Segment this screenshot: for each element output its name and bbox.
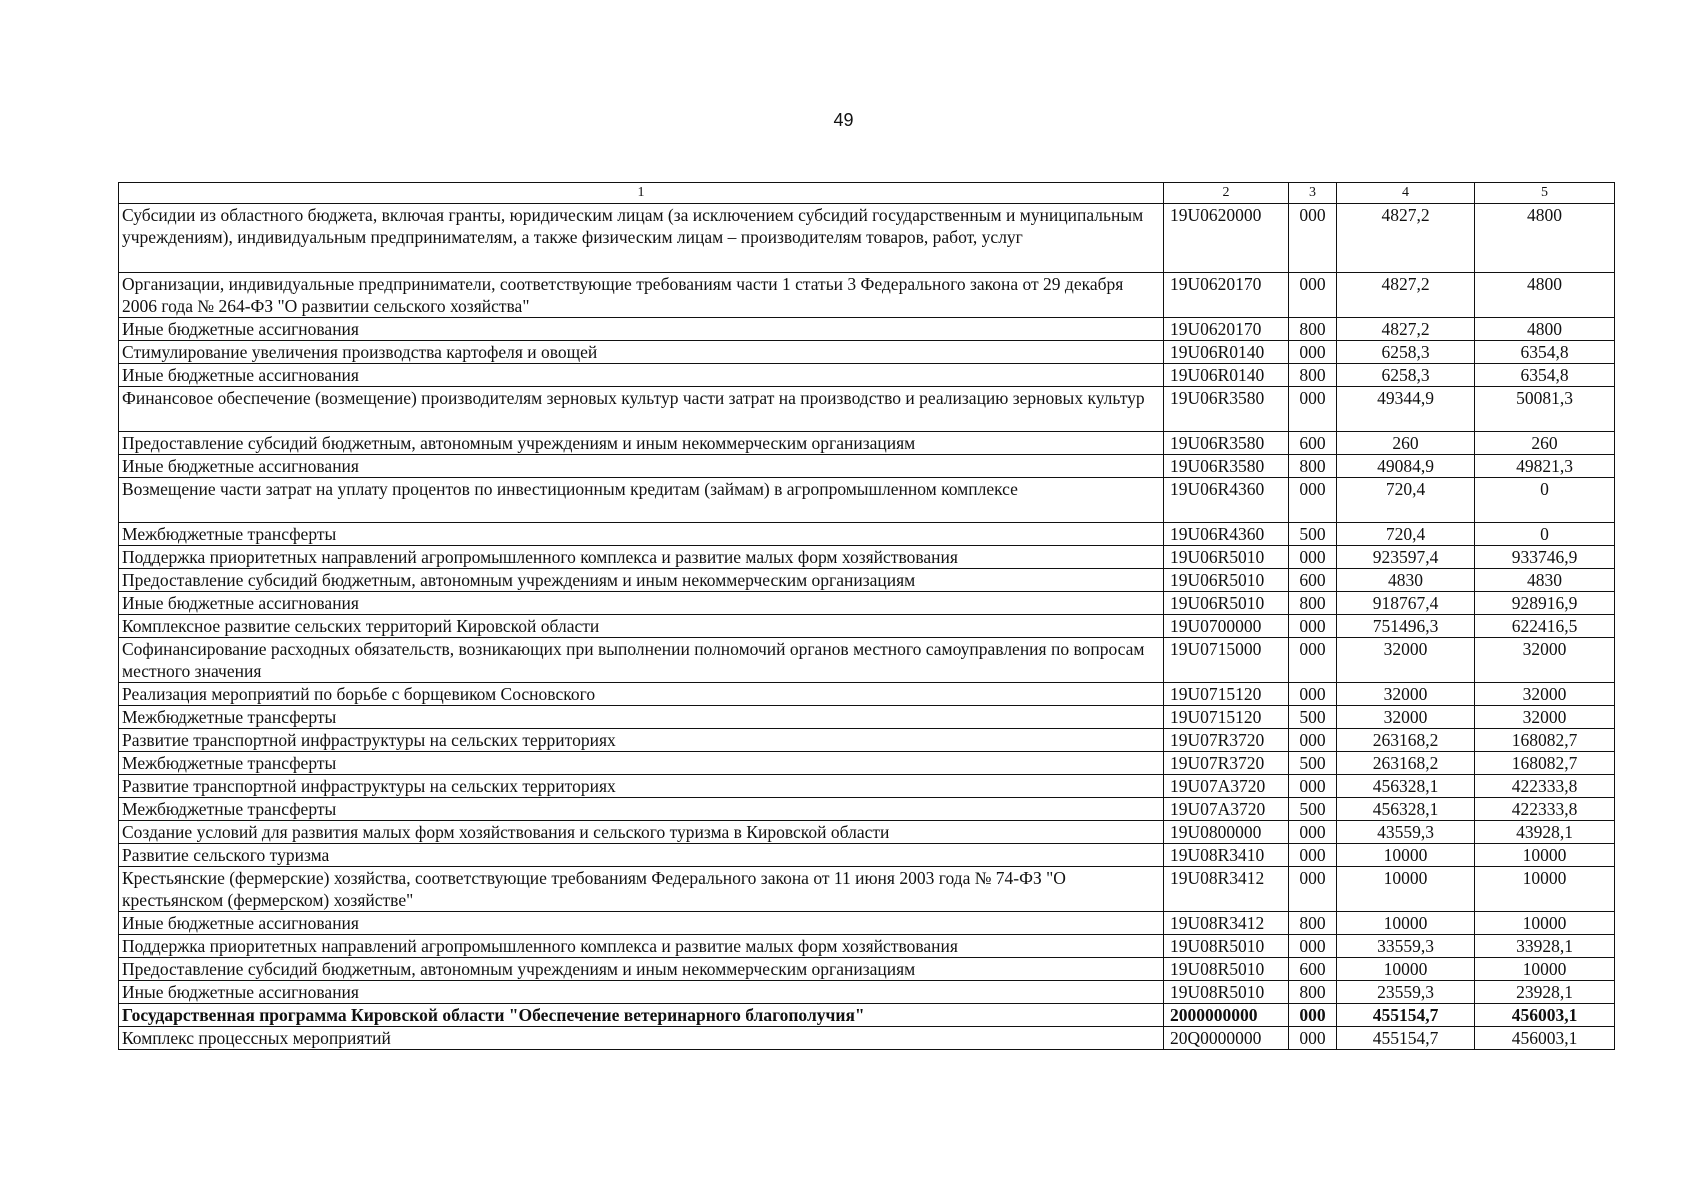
expense-type-cell: 000 <box>1289 273 1337 318</box>
row-name-cell: Предоставление субсидий бюджетным, автономным учреждениям и иным некоммерческим организациям <box>119 432 1164 455</box>
row-name-cell: Иные бюджетные ассигнования <box>119 981 1164 1004</box>
row-name-cell: Поддержка приоритетных направлений агропромышленного комплекса и развитие малых форм хозяйствования <box>119 546 1164 569</box>
row-name-cell: Межбюджетные трансферты <box>119 752 1164 775</box>
amount-year2-cell: 928916,9 <box>1475 592 1615 615</box>
table-row <box>119 1004 1615 1027</box>
table-row <box>119 638 1615 683</box>
amount-year1-cell: 10000 <box>1337 912 1475 935</box>
table-row <box>119 752 1615 775</box>
expense-type-cell: 500 <box>1289 706 1337 729</box>
amount-year2-cell: 32000 <box>1475 638 1615 683</box>
row-name-cell: Иные бюджетные ассигнования <box>119 592 1164 615</box>
target-code-cell: 19U06R4360 <box>1164 478 1289 523</box>
amount-year2-cell: 456003,1 <box>1475 1004 1615 1027</box>
amount-year1-cell: 918767,4 <box>1337 592 1475 615</box>
amount-year2-cell: 933746,9 <box>1475 546 1615 569</box>
row-name-cell: Создание условий для развития малых форм хозяйствования и сельского туризма в Кировской области <box>119 821 1164 844</box>
amount-year2-cell: 32000 <box>1475 706 1615 729</box>
table-row <box>119 1027 1615 1050</box>
table-row <box>119 387 1615 432</box>
target-code-cell: 19U06R3580 <box>1164 432 1289 455</box>
table-row <box>119 821 1615 844</box>
target-code-cell: 19U0620170 <box>1164 273 1289 318</box>
target-code-cell: 19U06R5010 <box>1164 569 1289 592</box>
amount-year1-cell: 6258,3 <box>1337 364 1475 387</box>
amount-year1-cell: 32000 <box>1337 706 1475 729</box>
target-code-cell: 19U06R5010 <box>1164 546 1289 569</box>
amount-year2-cell: 456003,1 <box>1475 1027 1615 1050</box>
target-code-cell: 19U07R3720 <box>1164 729 1289 752</box>
table-row <box>119 455 1615 478</box>
expense-type-cell: 000 <box>1289 638 1337 683</box>
table-row <box>119 432 1615 455</box>
row-name-cell: Финансовое обеспечение (возмещение) производителям зерновых культур части затрат на производство и реализацию зерновых культур <box>119 387 1164 432</box>
amount-year1-cell: 751496,3 <box>1337 615 1475 638</box>
expense-type-cell: 500 <box>1289 523 1337 546</box>
row-name-cell: Предоставление субсидий бюджетным, автономным учреждениям и иным некоммерческим организациям <box>119 569 1164 592</box>
target-code-cell: 19U0620170 <box>1164 318 1289 341</box>
table-body <box>119 204 1615 1050</box>
row-name-cell: Поддержка приоритетных направлений агропромышленного комплекса и развитие малых форм хозяйствования <box>119 935 1164 958</box>
target-code-cell: 19U07R3720 <box>1164 752 1289 775</box>
target-code-cell: 19U0700000 <box>1164 615 1289 638</box>
amount-year2-cell: 33928,1 <box>1475 935 1615 958</box>
row-name-cell: Иные бюджетные ассигнования <box>119 318 1164 341</box>
amount-year1-cell: 720,4 <box>1337 523 1475 546</box>
target-code-cell: 19U08R5010 <box>1164 935 1289 958</box>
budget-table <box>118 182 1615 1050</box>
column-header: 5 <box>1475 183 1615 204</box>
expense-type-cell: 000 <box>1289 683 1337 706</box>
column-header: 1 <box>119 183 1164 204</box>
amount-year2-cell: 0 <box>1475 478 1615 523</box>
expense-type-cell: 800 <box>1289 318 1337 341</box>
target-code-cell: 19U0715120 <box>1164 683 1289 706</box>
row-name-cell: Софинансирование расходных обязательств, возникающих при выполнении полномочий органов местного самоуправления по вопросам местного значения <box>119 638 1164 683</box>
amount-year2-cell: 422333,8 <box>1475 798 1615 821</box>
expense-type-cell: 000 <box>1289 844 1337 867</box>
target-code-cell: 19U06R0140 <box>1164 364 1289 387</box>
target-code-cell: 19U08R3412 <box>1164 867 1289 912</box>
target-code-cell: 20Q0000000 <box>1164 1027 1289 1050</box>
amount-year2-cell: 49821,3 <box>1475 455 1615 478</box>
row-name-cell: Реализация мероприятий по борьбе с борщевиком Сосновского <box>119 683 1164 706</box>
expense-type-cell: 000 <box>1289 546 1337 569</box>
table-row <box>119 546 1615 569</box>
row-name-cell: Стимулирование увеличения производства картофеля и овощей <box>119 341 1164 364</box>
amount-year2-cell: 4800 <box>1475 204 1615 273</box>
target-code-cell: 19U08R5010 <box>1164 981 1289 1004</box>
amount-year1-cell: 10000 <box>1337 844 1475 867</box>
expense-type-cell: 600 <box>1289 432 1337 455</box>
amount-year2-cell: 260 <box>1475 432 1615 455</box>
amount-year2-cell: 10000 <box>1475 912 1615 935</box>
amount-year1-cell: 456328,1 <box>1337 798 1475 821</box>
row-name-cell: Межбюджетные трансферты <box>119 706 1164 729</box>
target-code-cell: 19U0800000 <box>1164 821 1289 844</box>
expense-type-cell: 800 <box>1289 912 1337 935</box>
row-name-cell: Комплексное развитие сельских территорий Кировской области <box>119 615 1164 638</box>
amount-year1-cell: 4827,2 <box>1337 273 1475 318</box>
table-row <box>119 204 1615 273</box>
amount-year2-cell: 50081,3 <box>1475 387 1615 432</box>
table-row <box>119 981 1615 1004</box>
amount-year1-cell: 49344,9 <box>1337 387 1475 432</box>
amount-year1-cell: 6258,3 <box>1337 341 1475 364</box>
expense-type-cell: 600 <box>1289 569 1337 592</box>
table-row <box>119 935 1615 958</box>
table-row <box>119 341 1615 364</box>
target-code-cell: 19U0715120 <box>1164 706 1289 729</box>
amount-year1-cell: 23559,3 <box>1337 981 1475 1004</box>
row-name-cell: Развитие транспортной инфраструктуры на сельских территориях <box>119 729 1164 752</box>
amount-year1-cell: 43559,3 <box>1337 821 1475 844</box>
amount-year1-cell: 49084,9 <box>1337 455 1475 478</box>
target-code-cell: 19U0620000 <box>1164 204 1289 273</box>
target-code-cell: 19U07A3720 <box>1164 798 1289 821</box>
row-name-cell: Комплекс процессных мероприятий <box>119 1027 1164 1050</box>
row-name-cell: Иные бюджетные ассигнования <box>119 912 1164 935</box>
expense-type-cell: 000 <box>1289 478 1337 523</box>
row-name-cell: Организации, индивидуальные предприниматели, соответствующие требованиям части 1 статьи 3 Федерального закона от 29 декабря 2006 года № 264-ФЗ "О развитии сельского хозяйства" <box>119 273 1164 318</box>
amount-year2-cell: 6354,8 <box>1475 364 1615 387</box>
expense-type-cell: 000 <box>1289 204 1337 273</box>
expense-type-cell: 500 <box>1289 798 1337 821</box>
table-row <box>119 523 1615 546</box>
row-name-cell: Межбюджетные трансферты <box>119 523 1164 546</box>
row-name-cell: Межбюджетные трансферты <box>119 798 1164 821</box>
expense-type-cell: 800 <box>1289 364 1337 387</box>
table-row <box>119 775 1615 798</box>
column-header: 2 <box>1164 183 1289 204</box>
target-code-cell: 19U06R3580 <box>1164 455 1289 478</box>
row-name-cell: Государственная программа Кировской области "Обеспечение ветеринарного благополучия" <box>119 1004 1164 1027</box>
amount-year1-cell: 4827,2 <box>1337 204 1475 273</box>
expense-type-cell: 800 <box>1289 455 1337 478</box>
expense-type-cell: 000 <box>1289 935 1337 958</box>
amount-year2-cell: 32000 <box>1475 683 1615 706</box>
amount-year1-cell: 455154,7 <box>1337 1027 1475 1050</box>
amount-year1-cell: 923597,4 <box>1337 546 1475 569</box>
expense-type-cell: 000 <box>1289 341 1337 364</box>
table-row <box>119 912 1615 935</box>
amount-year2-cell: 43928,1 <box>1475 821 1615 844</box>
amount-year2-cell: 6354,8 <box>1475 341 1615 364</box>
expense-type-cell: 000 <box>1289 387 1337 432</box>
expense-type-cell: 600 <box>1289 958 1337 981</box>
amount-year1-cell: 10000 <box>1337 958 1475 981</box>
table-row <box>119 592 1615 615</box>
expense-type-cell: 000 <box>1289 729 1337 752</box>
target-code-cell: 19U08R3412 <box>1164 912 1289 935</box>
amount-year2-cell: 422333,8 <box>1475 775 1615 798</box>
amount-year1-cell: 4827,2 <box>1337 318 1475 341</box>
table-row <box>119 478 1615 523</box>
amount-year1-cell: 456328,1 <box>1337 775 1475 798</box>
table-row <box>119 273 1615 318</box>
amount-year2-cell: 4830 <box>1475 569 1615 592</box>
table-row <box>119 569 1615 592</box>
table-row <box>119 706 1615 729</box>
amount-year2-cell: 168082,7 <box>1475 752 1615 775</box>
amount-year1-cell: 720,4 <box>1337 478 1475 523</box>
target-code-cell: 19U08R3410 <box>1164 844 1289 867</box>
amount-year1-cell: 4830 <box>1337 569 1475 592</box>
expense-type-cell: 000 <box>1289 867 1337 912</box>
page-number: 49 <box>833 110 854 130</box>
row-name-cell: Развитие транспортной инфраструктуры на сельских территориях <box>119 775 1164 798</box>
row-name-cell: Иные бюджетные ассигнования <box>119 364 1164 387</box>
target-code-cell: 19U07A3720 <box>1164 775 1289 798</box>
amount-year2-cell: 4800 <box>1475 273 1615 318</box>
amount-year1-cell: 32000 <box>1337 638 1475 683</box>
amount-year2-cell: 168082,7 <box>1475 729 1615 752</box>
amount-year1-cell: 32000 <box>1337 683 1475 706</box>
table-row <box>119 615 1615 638</box>
amount-year1-cell: 455154,7 <box>1337 1004 1475 1027</box>
amount-year2-cell: 622416,5 <box>1475 615 1615 638</box>
table-row <box>119 683 1615 706</box>
expense-type-cell: 000 <box>1289 615 1337 638</box>
header-row <box>119 183 1615 204</box>
amount-year2-cell: 4800 <box>1475 318 1615 341</box>
expense-type-cell: 000 <box>1289 1027 1337 1050</box>
table-row <box>119 318 1615 341</box>
table-row <box>119 364 1615 387</box>
amount-year2-cell: 10000 <box>1475 958 1615 981</box>
amount-year2-cell: 0 <box>1475 523 1615 546</box>
expense-type-cell: 000 <box>1289 821 1337 844</box>
expense-type-cell: 000 <box>1289 1004 1337 1027</box>
row-name-cell: Иные бюджетные ассигнования <box>119 455 1164 478</box>
row-name-cell: Крестьянские (фермерские) хозяйства, соответствующие требованиям Федерального закона от 11 июня 2003 года № 74-ФЗ "О крестьянском (фермерском) хозяйстве" <box>119 867 1164 912</box>
row-name-cell: Возмещение части затрат на уплату процентов по инвестиционным кредитам (займам) в агропромышленном комплексе <box>119 478 1164 523</box>
table-row <box>119 729 1615 752</box>
amount-year1-cell: 10000 <box>1337 867 1475 912</box>
table-row <box>119 867 1615 912</box>
amount-year1-cell: 263168,2 <box>1337 729 1475 752</box>
amount-year1-cell: 260 <box>1337 432 1475 455</box>
column-header: 3 <box>1289 183 1337 204</box>
target-code-cell: 19U06R3580 <box>1164 387 1289 432</box>
amount-year2-cell: 10000 <box>1475 867 1615 912</box>
target-code-cell: 19U08R5010 <box>1164 958 1289 981</box>
expense-type-cell: 800 <box>1289 592 1337 615</box>
row-name-cell: Субсидии из областного бюджета, включая гранты, юридическим лицам (за исключением субсидий государственным и муниципальным учреждениям), индивидуальным предпринимателям, а также физическим лицам – производителям товаров, работ, услуг <box>119 204 1164 273</box>
expense-type-cell: 800 <box>1289 981 1337 1004</box>
target-code-cell: 19U06R4360 <box>1164 523 1289 546</box>
target-code-cell: 19U06R5010 <box>1164 592 1289 615</box>
amount-year2-cell: 10000 <box>1475 844 1615 867</box>
target-code-cell: 19U0715000 <box>1164 638 1289 683</box>
expense-type-cell: 000 <box>1289 775 1337 798</box>
expense-type-cell: 500 <box>1289 752 1337 775</box>
table-row <box>119 844 1615 867</box>
row-name-cell: Развитие сельского туризма <box>119 844 1164 867</box>
target-code-cell: 19U06R0140 <box>1164 341 1289 364</box>
table-row <box>119 958 1615 981</box>
row-name-cell: Предоставление субсидий бюджетным, автономным учреждениям и иным некоммерческим организациям <box>119 958 1164 981</box>
amount-year1-cell: 263168,2 <box>1337 752 1475 775</box>
target-code-cell: 2000000000 <box>1164 1004 1289 1027</box>
column-header: 4 <box>1337 183 1475 204</box>
table-row <box>119 798 1615 821</box>
amount-year2-cell: 23928,1 <box>1475 981 1615 1004</box>
amount-year1-cell: 33559,3 <box>1337 935 1475 958</box>
